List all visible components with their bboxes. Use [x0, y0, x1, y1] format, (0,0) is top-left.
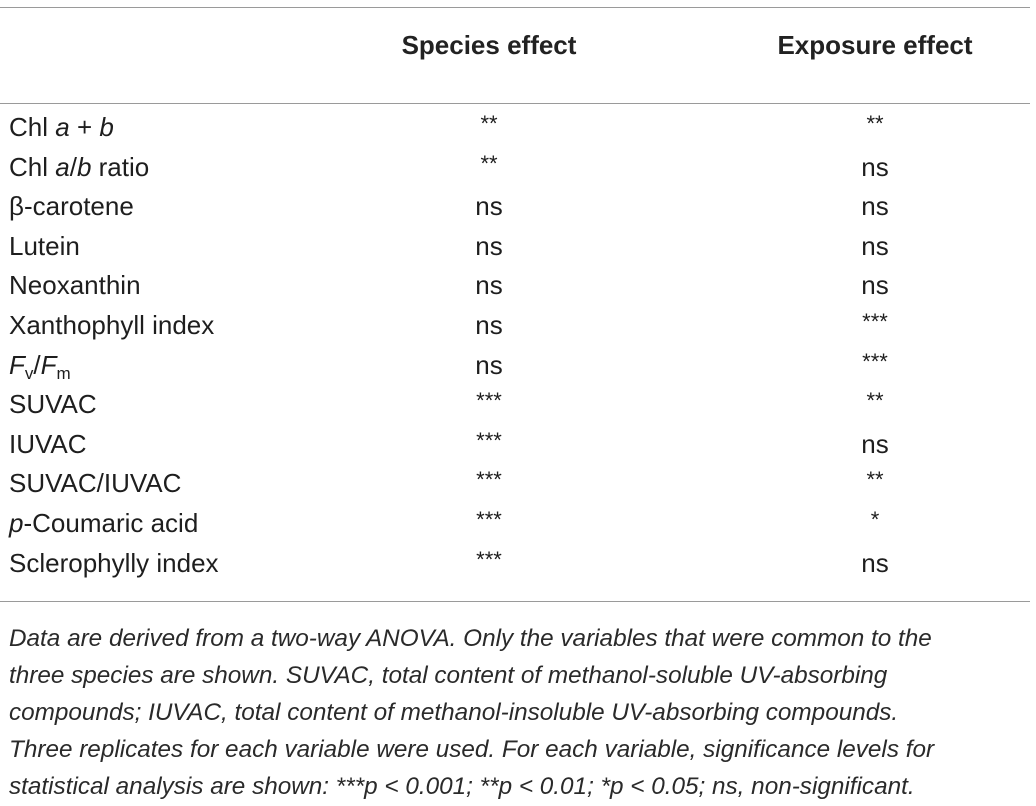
exposure-effect-value: ns [861, 230, 889, 261]
species-effect-value: ns [475, 349, 503, 380]
exposure-effect-value: ns [861, 428, 889, 459]
exposure-effect-value: * [870, 506, 880, 532]
exposure-effect-value: ns [861, 270, 889, 301]
table-row [0, 108, 1030, 148]
exposure-effect-value: *** [862, 308, 888, 334]
footnote-line: Three replicates for each variable were used. For each variable, significance levels for [9, 736, 935, 763]
table-row [0, 425, 1030, 465]
column-header-exposure-effect: Exposure effect [777, 30, 973, 60]
variable-name: Xanthophyll index [9, 309, 215, 340]
table-row [0, 148, 1030, 188]
species-effect-value: ns [475, 309, 503, 340]
exposure-effect-value: ** [866, 388, 884, 414]
exposure-effect-value: ns [861, 191, 889, 222]
table-bottom-rule [0, 601, 1030, 602]
variable-name: Lutein [9, 230, 80, 261]
variable-name: Chl a + b [9, 112, 114, 142]
variable-name: Sclerophylly index [9, 547, 219, 578]
species-effect-value: ns [475, 230, 503, 261]
variable-name: SUVAC/IUVAC [9, 468, 182, 499]
variable-name: Neoxanthin [9, 270, 141, 301]
variable-name: β-carotene [9, 191, 134, 222]
variable-name: IUVAC [9, 428, 87, 459]
species-effect-value: ns [475, 191, 503, 222]
exposure-effect-value: ns [861, 547, 889, 578]
table-row [0, 187, 1030, 227]
exposure-effect-value: ns [861, 151, 889, 182]
table-footnote [9, 620, 1024, 805]
table-row [0, 385, 1030, 425]
variable-name: $F_v/F_m$ [9, 349, 71, 383]
species-effect-value: ** [480, 111, 498, 136]
table-row [0, 544, 1030, 584]
species-effect-value: *** [476, 427, 502, 453]
variable-name: SUVAC [9, 389, 97, 420]
table-body [0, 108, 1030, 583]
variable-name: p-Coumaric acid [9, 507, 199, 538]
species-effect-value: ** [480, 150, 498, 176]
table-top-rule [0, 7, 1030, 8]
exposure-effect-value: ** [866, 467, 884, 493]
species-effect-value: *** [476, 546, 502, 572]
table-header-rule [0, 103, 1030, 104]
footnote-line: three species are shown. SUVAC, total content of methanol-soluble UV-absorbing [9, 662, 888, 689]
table-row [0, 504, 1030, 544]
variable-name: Chl a/b ratio [9, 151, 150, 182]
table-row [0, 227, 1030, 267]
exposure-effect-value: ** [866, 111, 884, 136]
species-effect-value: *** [476, 506, 502, 532]
footnote-line: statistical analysis are shown: ***p < 0.001; **p < 0.01; *p < 0.05; ns, non-significant. [9, 773, 915, 800]
footnote-line: compounds; IUVAC, total content of methanol-insoluble UV-absorbing compounds. [9, 699, 899, 726]
exposure-effect-value: *** [862, 348, 888, 374]
footnote-line: Data are derived from a two-way ANOVA. Only the variables that were common to the [9, 625, 932, 652]
table-row [0, 266, 1030, 306]
species-effect-value: *** [476, 388, 502, 414]
column-header-species-effect: Species effect [401, 30, 577, 60]
table-row [0, 346, 1030, 386]
species-effect-value: ns [475, 270, 503, 301]
species-effect-value: *** [476, 467, 502, 493]
table-row [0, 464, 1030, 504]
table-row [0, 306, 1030, 346]
